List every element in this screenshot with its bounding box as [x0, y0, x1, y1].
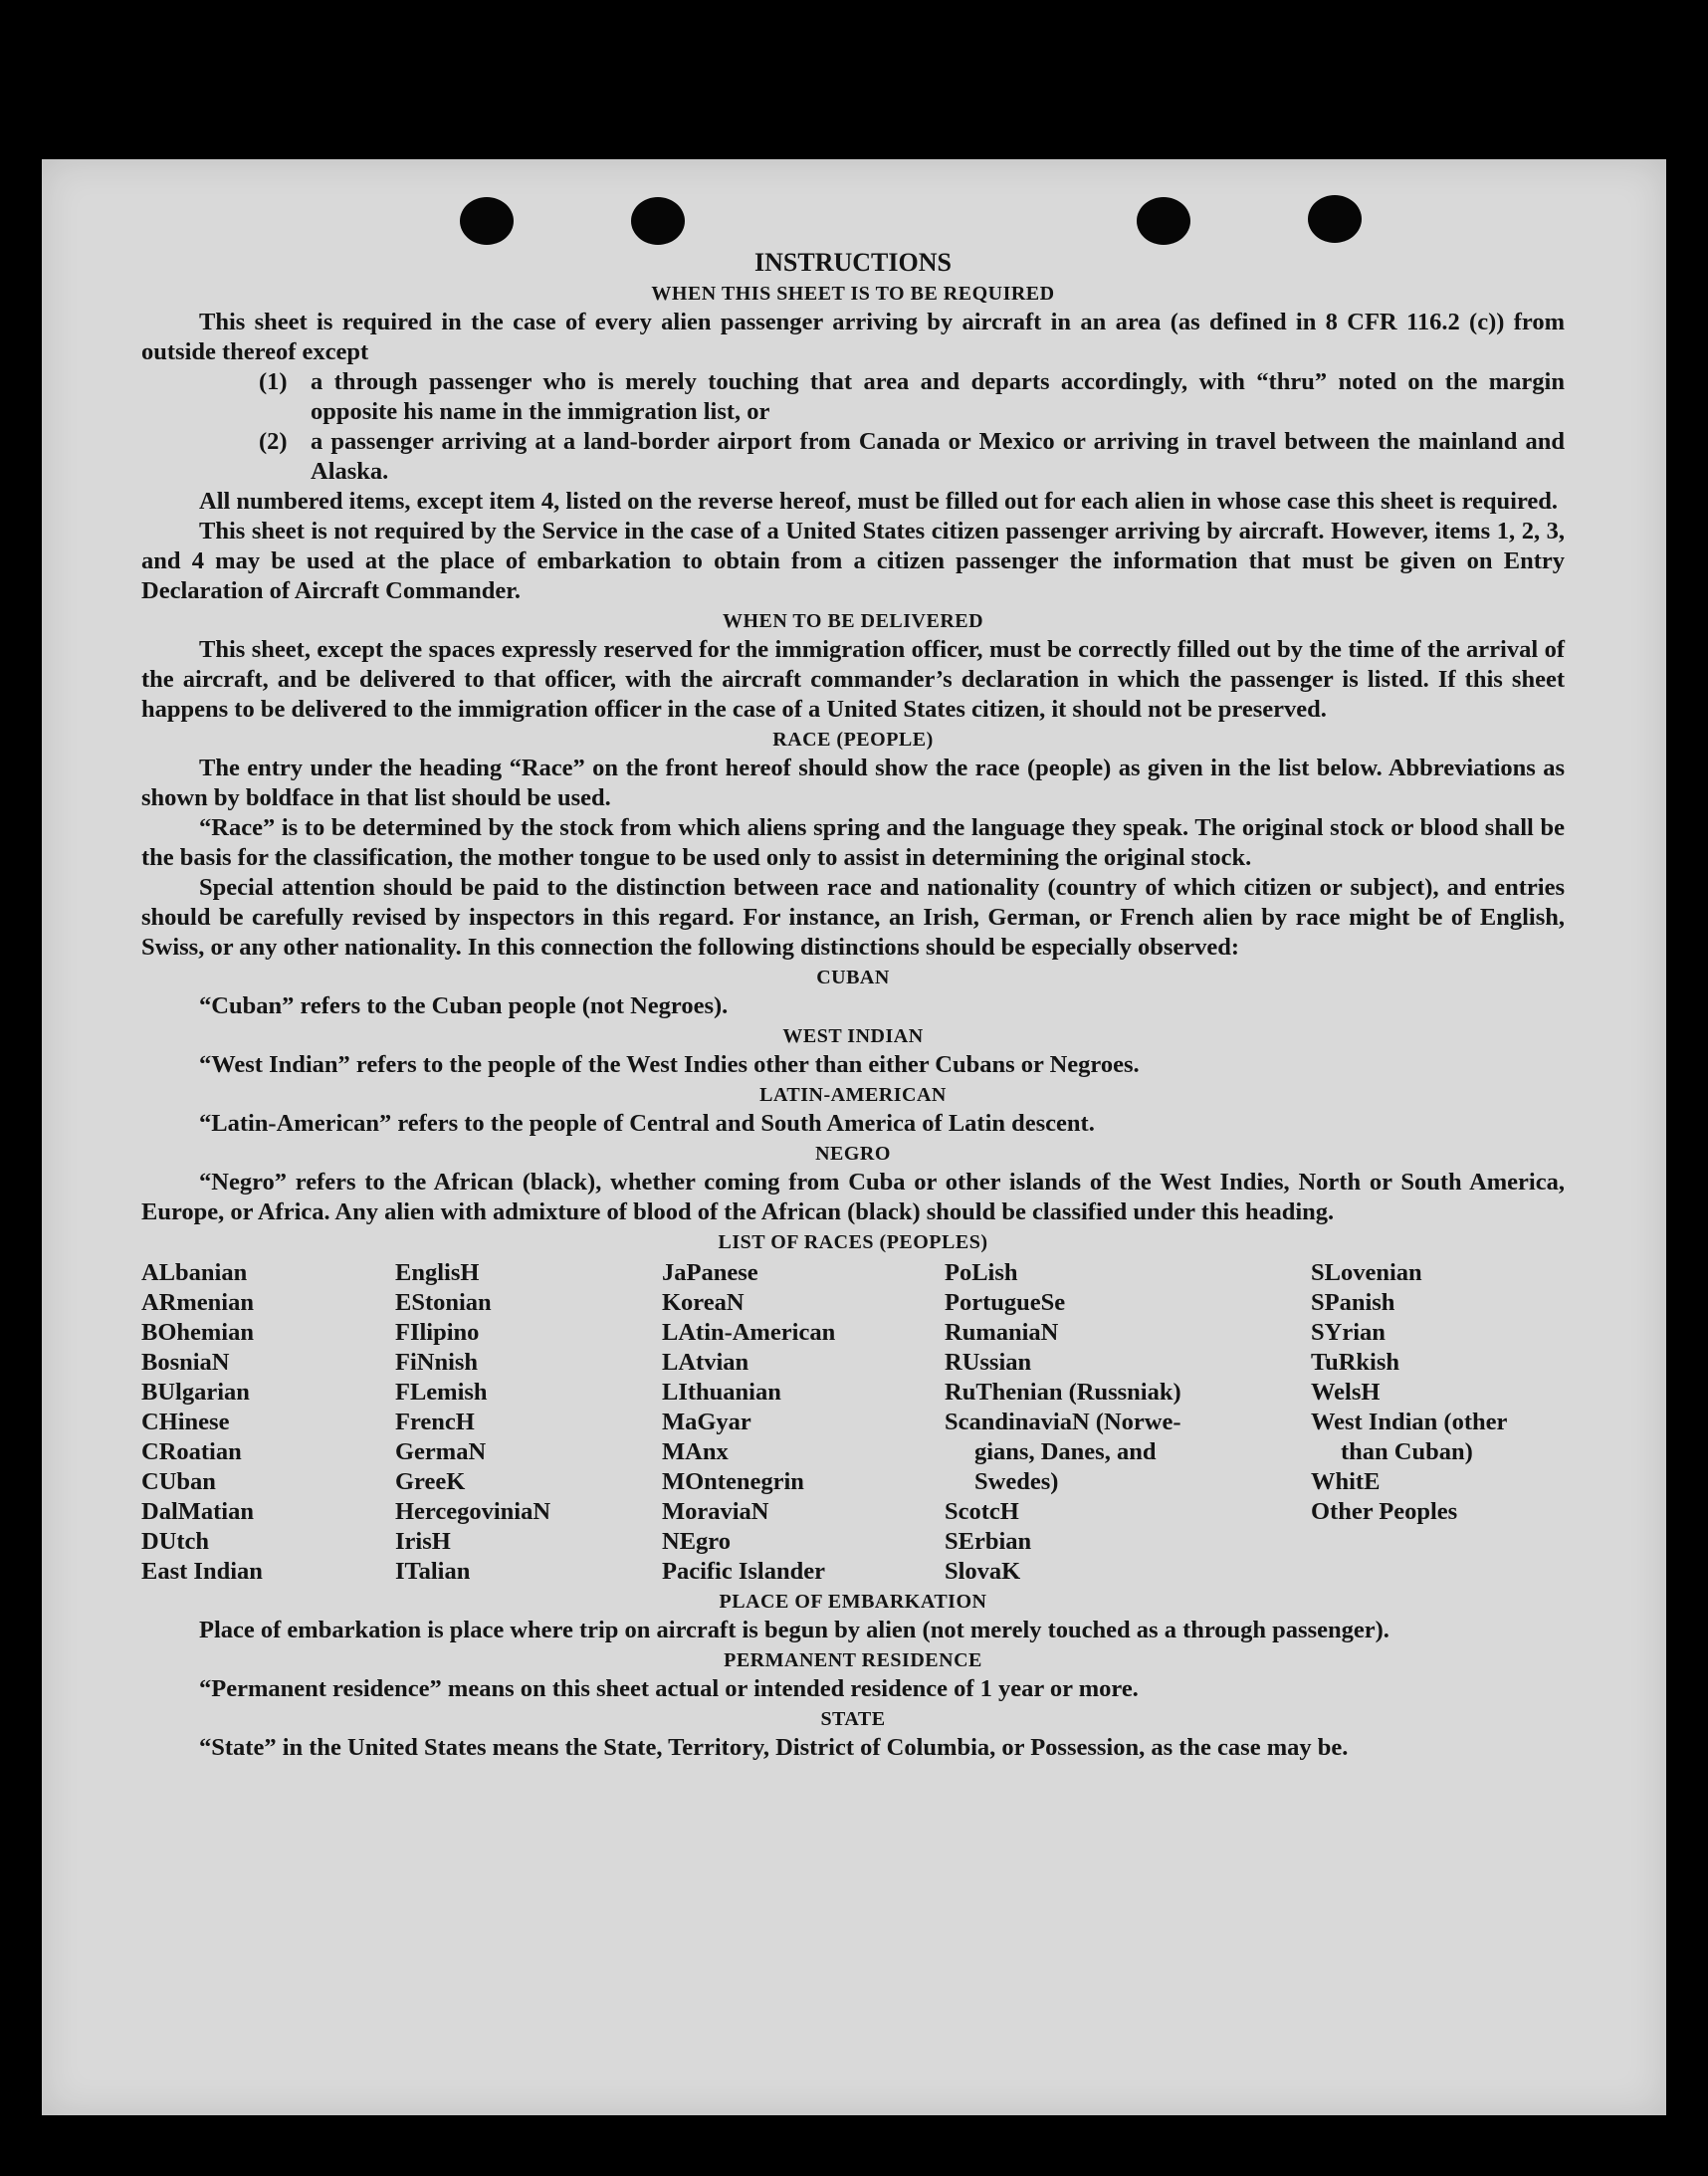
race-entry: SlovaK — [945, 1558, 1021, 1585]
document-sheet — [42, 159, 1666, 2115]
race-entry: East Indian — [141, 1558, 263, 1585]
list-item — [141, 427, 1565, 487]
section-heading: PLACE OF EMBARKATION — [719, 1591, 987, 1613]
paragraph: All numbered items, except item 4, listed on the reverse hereof, must be filled out for each alien in whose case this sheet is required. — [199, 488, 1559, 515]
races-column — [141, 1258, 395, 1587]
paragraph: Place of embarkation is place where trip on aircraft is begun by alien (not merely touched as a through passenger). — [199, 1617, 1389, 1643]
race-entry: JaPanese — [662, 1259, 758, 1286]
race-entry-continued: gians, Danes, and — [974, 1438, 1157, 1465]
race-entry: CUban — [141, 1468, 216, 1495]
punch-hole — [631, 197, 685, 245]
paragraph: “West Indian” refers to the people of the West Indies other than either Cubans or Negroes. — [199, 1051, 1140, 1078]
race-entry: FrencH — [395, 1409, 475, 1435]
punch-hole — [1137, 197, 1190, 245]
section-heading: RACE (PEOPLE) — [772, 729, 934, 751]
paragraph: “Latin-American” refers to the people of Central and South America of Latin descent. — [199, 1110, 1095, 1137]
races-table — [141, 1258, 1565, 1587]
section-heading: WEST INDIAN — [782, 1025, 924, 1047]
race-entry: WelsH — [1311, 1379, 1381, 1406]
race-entry: KoreaN — [662, 1289, 745, 1316]
race-entry: WhitE — [1311, 1468, 1381, 1495]
punch-hole — [1308, 195, 1362, 243]
races-column — [1311, 1258, 1565, 1587]
race-entry: GreeK — [395, 1468, 466, 1495]
paragraph: “State” in the United States means the State, Territory, District of Columbia, or Possession, as the case may be. — [199, 1734, 1349, 1761]
race-entry: Other Peoples — [1311, 1498, 1458, 1525]
race-entry: PoLish — [945, 1259, 1018, 1286]
race-entry: SErbian — [945, 1528, 1032, 1555]
race-entry: MAnx — [662, 1438, 729, 1465]
page-title: INSTRUCTIONS — [754, 248, 952, 277]
item-text: a through passenger who is merely touching that area and departs accordingly, with “thru” noted on the margin opposite his name in the immigration list, or — [311, 368, 1565, 425]
section-heading: CUBAN — [816, 967, 890, 988]
race-entry: DUtch — [141, 1528, 210, 1555]
instructions-body — [141, 247, 1565, 1763]
race-entry: West Indian (other — [1311, 1409, 1508, 1435]
race-entry: LAtvian — [662, 1349, 749, 1376]
race-entry: LAtin-American — [662, 1319, 836, 1346]
race-entry: TuRkish — [1311, 1349, 1400, 1376]
race-entry: Pacific Islander — [662, 1558, 825, 1585]
paragraph: The entry under the heading “Race” on the front hereof should show the race (people) as given in the list below. Abbreviations as shown by boldface in that list should be used. — [141, 755, 1565, 811]
race-entry: SYrian — [1311, 1319, 1386, 1346]
race-entry: RumaniaN — [945, 1319, 1059, 1346]
race-entry-continued: than Cuban) — [1341, 1438, 1473, 1465]
paragraph: “Permanent residence” means on this sheet actual or intended residence of 1 year or more. — [199, 1675, 1139, 1702]
race-entry: RUssian — [945, 1349, 1032, 1376]
race-entry: IrisH — [395, 1528, 451, 1555]
item-text: a passenger arriving at a land-border airport from Canada or Mexico or arriving in travel between the mainland and Alaska. — [311, 428, 1565, 485]
item-number: (1) — [259, 368, 288, 395]
races-column — [395, 1258, 662, 1587]
race-entry: CHinese — [141, 1409, 230, 1435]
race-entry: CRoatian — [141, 1438, 242, 1465]
race-entry: FiNnish — [395, 1349, 479, 1376]
race-entry: BUlgarian — [141, 1379, 250, 1406]
section-heading: LIST OF RACES (PEOPLES) — [718, 1231, 988, 1253]
race-entry: GermaN — [395, 1438, 487, 1465]
punch-hole — [460, 197, 514, 245]
section-heading: LATIN-AMERICAN — [759, 1084, 947, 1106]
paragraph: “Race” is to be determined by the stock from which aliens spring and the language they speak. The original stock or blood shall be the basis for the classification, the mother tongue to be used only to assist in determining the original stock. — [141, 814, 1565, 871]
section-heading: NEGRO — [815, 1143, 891, 1165]
paragraph: “Negro” refers to the African (black), whether coming from Cuba or other islands of the West Indies, North or South America, Europe, or Africa. Any alien with admixture of blood of the African (black) should be classified under this heading. — [141, 1169, 1565, 1225]
race-entry: ARmenian — [141, 1289, 254, 1316]
race-entry: ALbanian — [141, 1259, 248, 1286]
list-item — [141, 367, 1565, 427]
race-entry: SPanish — [1311, 1289, 1395, 1316]
race-entry: ScotcH — [945, 1498, 1019, 1525]
race-entry: BOhemian — [141, 1319, 254, 1346]
race-entry: NEgro — [662, 1528, 731, 1555]
race-entry: EStonian — [395, 1289, 492, 1316]
race-entry: EnglisH — [395, 1259, 480, 1286]
paragraph: This sheet is not required by the Service in the case of a United States citizen passenger arriving by aircraft. However, items 1, 2, 3, and 4 may be used at the place of embarkation to obtain from a citizen passenger the information that must be given on Entry Declaration of Aircraft Commander. — [141, 518, 1565, 604]
race-entry: MOntenegrin — [662, 1468, 804, 1495]
paragraph: This sheet is required in the case of every alien passenger arriving by aircraft in an area (as defined in 8 CFR 116.2 (c)) from outside thereof except — [141, 309, 1565, 365]
race-entry: MoraviaN — [662, 1498, 769, 1525]
race-entry: FIlipino — [395, 1319, 480, 1346]
race-entry: ScandinaviaN (Norwe- — [945, 1409, 1181, 1435]
race-entry: PortugueSe — [945, 1289, 1066, 1316]
race-entry: MaGyar — [662, 1409, 751, 1435]
races-column — [945, 1258, 1311, 1587]
section-heading: PERMANENT RESIDENCE — [724, 1649, 982, 1671]
race-entry-continued: Swedes) — [974, 1468, 1059, 1495]
section-heading: WHEN THIS SHEET IS TO BE REQUIRED — [651, 283, 1055, 305]
race-entry: FLemish — [395, 1379, 488, 1406]
race-entry: RuThenian (Russniak) — [945, 1379, 1181, 1406]
race-entry: LIthuanian — [662, 1379, 781, 1406]
section-heading: STATE — [820, 1708, 886, 1730]
races-column — [662, 1258, 945, 1587]
race-entry: DalMatian — [141, 1498, 254, 1525]
section-heading: WHEN TO BE DELIVERED — [722, 610, 984, 632]
race-entry: ITalian — [395, 1558, 471, 1585]
race-entry: SLovenian — [1311, 1259, 1422, 1286]
paragraph: This sheet, except the spaces expressly reserved for the immigration officer, must be correctly filled out by the time of the arrival of the aircraft, and be delivered to that officer, with the aircraft commander’s declaration in which the passenger is listed. If this sheet happens to be delivered to the immigration officer in the case of a United States citizen, it should not be preserved. — [141, 636, 1565, 723]
item-number: (2) — [259, 428, 288, 455]
race-entry: BosniaN — [141, 1349, 230, 1376]
race-entry: HercegoviniaN — [395, 1498, 551, 1525]
paragraph: “Cuban” refers to the Cuban people (not Negroes). — [199, 992, 729, 1019]
paragraph: Special attention should be paid to the distinction between race and nationality (country of which citizen or subject), and entries should be carefully revised by inspectors in this regard. For instance, an Irish, German, or French alien by race might be of English, Swiss, or any other nationality. In this connection the following distinctions should be especially observed: — [141, 874, 1565, 961]
